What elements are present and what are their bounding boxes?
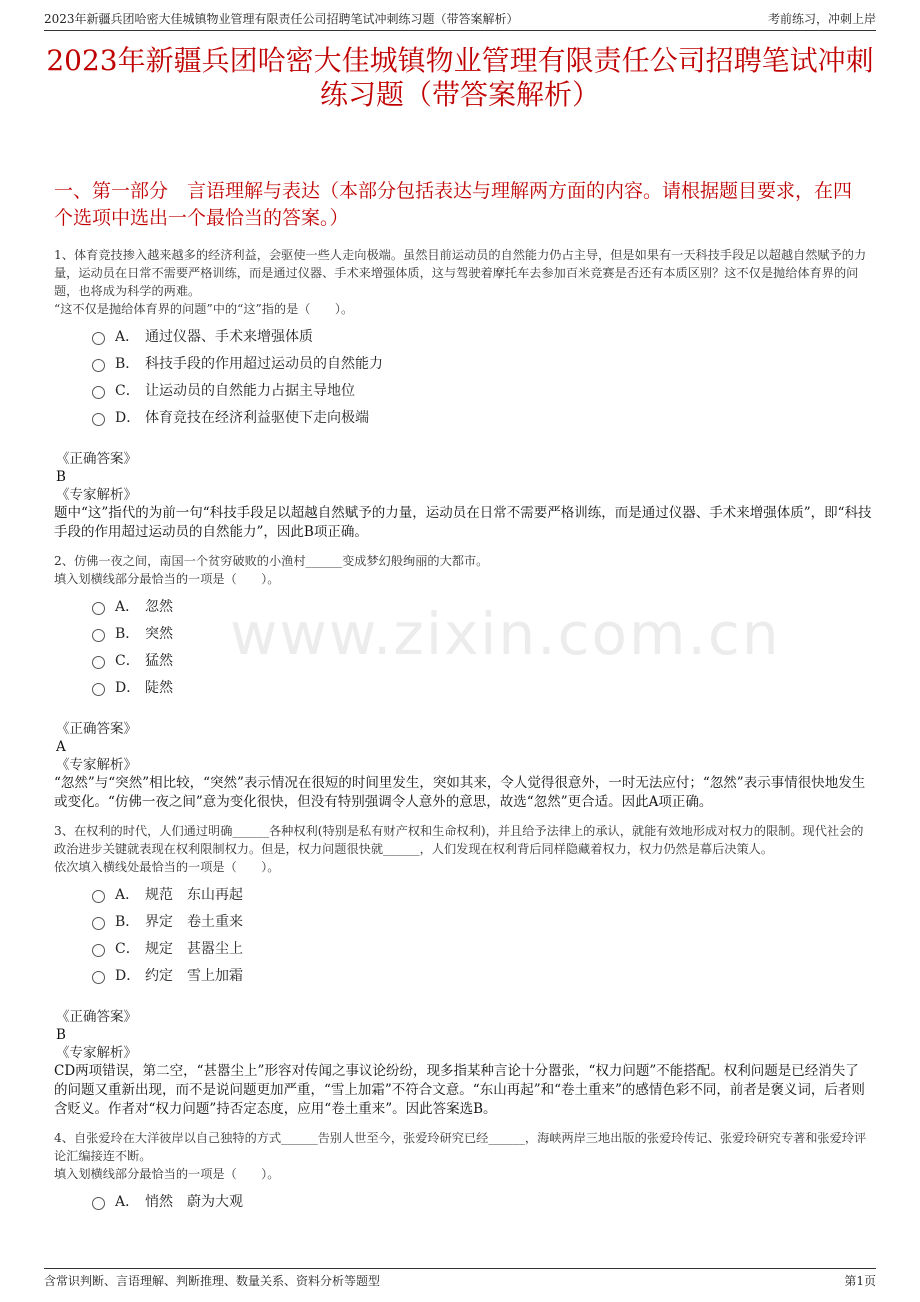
radio-icon[interactable] [92,971,105,984]
question-4 [54,1129,872,1214]
analysis-label: 《专家解析》 [56,1045,137,1061]
options [92,322,872,430]
header-right-text: 考前练习，冲刺上岸 [767,12,876,26]
option-letter: C． [115,382,140,399]
footer-left-text: 含常识判断、言语理解、判断推理、数量关系、资料分析等题型 [44,1274,381,1288]
option-text: 陡然 [145,679,173,696]
header-left-text: 2023年新疆兵团哈密大佳城镇物业管理有限责任公司招聘笔试冲刺练习题（带答案解析） [44,12,519,26]
radio-icon[interactable] [92,890,105,903]
question-text: 3、在权利的时代，人们通过明确______各种权利(特别是私有财产权和生命权利)，并且给予法律上的承认，就能有效地形成对权力的限制。现代社会的政治进步关键就表现在权利限制权力。但是，权力问题很快就______，人们发现在权利背后同样隐藏着权力，权力仍然是幕后决策人。 [54,824,864,856]
option-text: 界定 卷土重来 [145,913,243,930]
question-prompt: 填入划横线部分最恰当的一项是（ ）。 [54,572,280,586]
radio-icon[interactable] [92,413,105,426]
option-text: 约定 雪上加霜 [145,967,243,984]
option-letter: C． [115,940,140,957]
analysis-label: 《专家解析》 [56,757,137,773]
page-number: 第1页 [844,1274,876,1288]
radio-icon[interactable] [92,656,105,669]
answer-label: 《正确答案》 [56,451,137,467]
answer-value: B [56,1027,66,1043]
answer-value: B [56,469,66,485]
option-text: 通过仪器、手术来增强体质 [145,328,313,345]
option-a[interactable] [92,592,872,619]
option-text: 忽然 [145,598,173,615]
option-b[interactable] [92,619,872,646]
radio-icon[interactable] [92,1197,105,1210]
option-letter: A． [115,1193,140,1210]
option-text: 让运动员的自然能力占据主导地位 [145,382,355,399]
question-text: 4、自张爱玲在大洋彼岸以自己独特的方式______告别人世至今，张爱玲研究已经______，海峡两岸三地出版的张爱玲传记、张爱玲研究专著和张爱玲评论汇编接连不断。 [54,1131,867,1163]
section-heading: 一、第一部分 言语理解与表达（本部分包括表达与理解两方面的内容。请根据题目要求，在四个选项中选出一个最恰当的答案。） [54,180,853,229]
radio-icon[interactable] [92,917,105,930]
options [92,880,872,988]
option-letter: D． [115,967,141,984]
option-letter: D． [115,409,141,426]
page-footer [44,1268,876,1289]
analysis-text: CD两项错误，第二空，“甚嚣尘上”形容对传闻之事议论纷纷，现多指某种言论十分嚣张，“权力问题”不能搭配。权利问题是已经消失了的问题又重新出现，而不是说问题更加严重，“雪上加霜”不符合文意。“东山再起”和“卷土重来”的感情色彩不同，前者是褒义词，后者则含贬义。作者对“权力问题”持否定态度，应用“卷土重来”。因此答案选B。 [54,1063,865,1117]
option-letter: C． [115,652,140,669]
option-a[interactable] [92,1187,872,1214]
option-text: 规定 甚嚣尘上 [145,940,243,957]
option-d[interactable] [92,403,872,430]
analysis-text: “忽然”与“突然”相比较，“突然”表示情况在很短的时间里发生，突如其来，令人觉得很意外，一时无法应付；“忽然”表示事情很快地发生或变化。“仿佛一夜之间”意为变化很快，但没有特别强调令人意外的意思，故选“忽然”更合适。因此A项正确。 [54,775,866,810]
option-a[interactable] [92,322,872,349]
question-prompt: “这不仅是抛给体育界的问题”中的“这”指的是（ ）。 [54,302,354,316]
page-header [44,11,876,31]
option-letter: A． [115,328,140,345]
option-c[interactable] [92,376,872,403]
answer-label: 《正确答案》 [56,721,137,737]
answer-value: A [56,739,66,755]
question-prompt: 依次填入横线处最恰当的一项是（ ）。 [54,860,280,874]
option-text: 规范 东山再起 [145,886,243,903]
question-text: 1、体育竞技掺入越来越多的经济利益，会驱使一些人走向极端。虽然目前运动员的自然能力仍占主导，但是如果有一天科技手段足以超越自然赋予的力量，运动员在日常不需要严格训练，而是通过仪器、手术来增强体质，这与驾驶着摩托车去参加百米竞赛是否还有本质区别？这不仅是抛给体育界的问题，也将成为科学的两难。 [54,248,867,298]
option-text: 猛然 [145,652,173,669]
option-letter: B． [115,625,140,642]
option-letter: A． [115,598,140,615]
option-d[interactable] [92,673,872,700]
analysis-text: 题中“这”指代的为前一句“科技手段足以超越自然赋予的力量，运动员在日常不需要严格训练，而是通过仪器、手术来增强体质”，即“科技手段的作用超过运动员的自然能力”，因此B项正确。 [54,505,872,540]
watermark: www.zixin.com.cn [230,600,781,668]
option-letter: B． [115,913,140,930]
option-letter: A． [115,886,140,903]
option-b[interactable] [92,907,872,934]
option-text: 突然 [145,625,173,642]
answer-label: 《正确答案》 [56,1009,137,1025]
option-c[interactable] [92,934,872,961]
options [92,1187,872,1214]
option-letter: B． [115,355,140,372]
page-title: 2023年新疆兵团哈密大佳城镇物业管理有限责任公司招聘笔试冲刺练习题（带答案解析） [46,44,874,111]
question-1 [54,246,872,542]
analysis-label: 《专家解析》 [56,487,137,503]
radio-icon[interactable] [92,944,105,957]
option-text: 科技手段的作用超过运动员的自然能力 [145,355,383,372]
option-a[interactable] [92,880,872,907]
option-text: 体育竞技在经济利益驱使下走向极端 [145,409,369,426]
option-d[interactable] [92,961,872,988]
radio-icon[interactable] [92,332,105,345]
option-b[interactable] [92,349,872,376]
radio-icon[interactable] [92,683,105,696]
question-prompt: 填入划横线部分最恰当的一项是（ ）。 [54,1167,280,1181]
options [92,592,872,700]
radio-icon[interactable] [92,359,105,372]
option-letter: D． [115,679,141,696]
radio-icon[interactable] [92,629,105,642]
question-2 [54,552,872,812]
question-text: 2、仿佛一夜之间，南国一个贫穷破败的小渔村______变成梦幻般绚丽的大都市。 [54,554,489,568]
option-text: 悄然 蔚为大观 [145,1193,243,1210]
radio-icon[interactable] [92,386,105,399]
radio-icon[interactable] [92,602,105,615]
option-c[interactable] [92,646,872,673]
question-3 [54,822,872,1119]
question-list [54,246,872,1220]
